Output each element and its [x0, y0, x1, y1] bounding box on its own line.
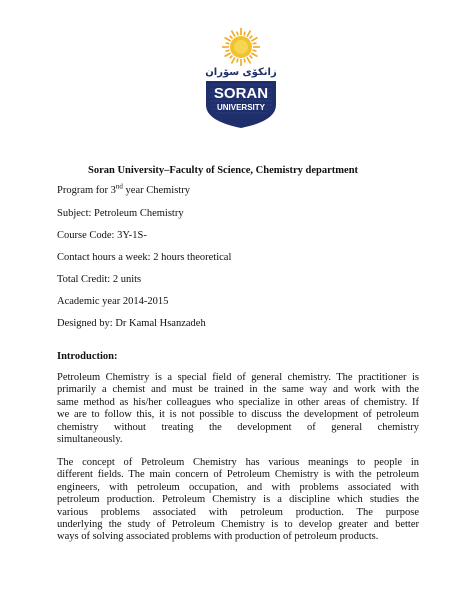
logo-word-soran: SORAN	[213, 85, 269, 102]
sun-ray	[251, 38, 257, 42]
total-credit-line: Total Credit: 2 units	[57, 274, 142, 285]
subject-line: Subject: Petroleum Chemistry	[57, 208, 184, 219]
contact-hours-line: Contact hours a week: 2 hours theoretical	[57, 252, 232, 263]
paragraph-line: simultaneously.	[57, 434, 123, 446]
document-heading: Soran University–Faculty of Science, Chemistry department	[88, 165, 359, 176]
sun-ray	[253, 50, 257, 51]
paragraph-line: same method as his/her colleagues who specialize in other areas of chemistry. If	[57, 396, 419, 408]
sun-ray	[251, 53, 257, 57]
logo-arabic-text: زانكۆی سۆران	[205, 67, 277, 78]
sun-ray	[225, 53, 231, 57]
logo-word-university: UNIVERSITY	[216, 103, 266, 112]
logo-graphic	[202, 27, 280, 129]
soran-university-logo	[202, 27, 280, 129]
sun-ray	[230, 36, 233, 39]
paragraph-line: Petroleum Chemistry is a special field of general chemistry. The practitioner is	[57, 372, 419, 383]
sun-ray	[249, 55, 252, 58]
sun-ray	[244, 32, 245, 36]
academic-year-line: Academic year 2014-2015	[57, 296, 169, 307]
sun-ray	[237, 59, 238, 63]
designed-by-line: Designed by: Dr Kamal Hsanzadeh	[57, 318, 206, 329]
paragraph-line: different fields. The main concern of Petroleum Chemistry is with the petroleum	[57, 469, 419, 481]
paragraph-line: chemistry without treating the development of general chemistry	[57, 421, 419, 433]
course-code-line: Course Code: 3Y-1S-	[57, 230, 147, 241]
sun-ray	[232, 57, 236, 63]
intro-paragraph-2	[57, 457, 419, 544]
sun-ray	[225, 38, 231, 42]
paragraph-line: primarily a chemist and must be trained in the same way and work with the	[57, 384, 419, 396]
sun-ray	[230, 55, 233, 58]
paragraph-line: we are to follow this, it is not possible to discuss the development of petroleum	[57, 409, 419, 421]
paragraph-line: ways of solving associated problems with production of petroleum products.	[57, 531, 379, 543]
paragraph-line: engineers, with petroleum occupation, and with problems associated with	[57, 481, 419, 493]
sun-ray	[247, 57, 251, 63]
program-suffix: year Chemistry	[122, 185, 190, 196]
sun-ray	[247, 31, 251, 37]
sun-ray	[253, 43, 257, 44]
sun-ray	[249, 36, 252, 39]
intro-paragraph-1	[57, 372, 419, 446]
sun-ray	[226, 43, 230, 44]
sun-ray	[244, 59, 245, 63]
program-superscript: nd	[115, 182, 123, 191]
paragraph-line: petroleum production. Petroleum Chemistry is a discipline which studies the	[57, 494, 419, 506]
introduction-heading: Introduction:	[57, 351, 118, 362]
sun-ray	[226, 50, 230, 51]
program-prefix: Program for 3	[57, 185, 116, 196]
paragraph-line: underlying the study of Petroleum Chemistry is to develop greater and better	[57, 519, 419, 531]
program-line	[57, 182, 190, 196]
paragraph-line: The concept of Petroleum Chemistry has various meanings to people in	[57, 457, 419, 468]
sun-ray	[232, 31, 236, 37]
sun-ray	[237, 32, 238, 36]
paragraph-line: various problems associated with petroleum production. The purpose	[57, 506, 419, 518]
sun-core	[234, 40, 248, 54]
